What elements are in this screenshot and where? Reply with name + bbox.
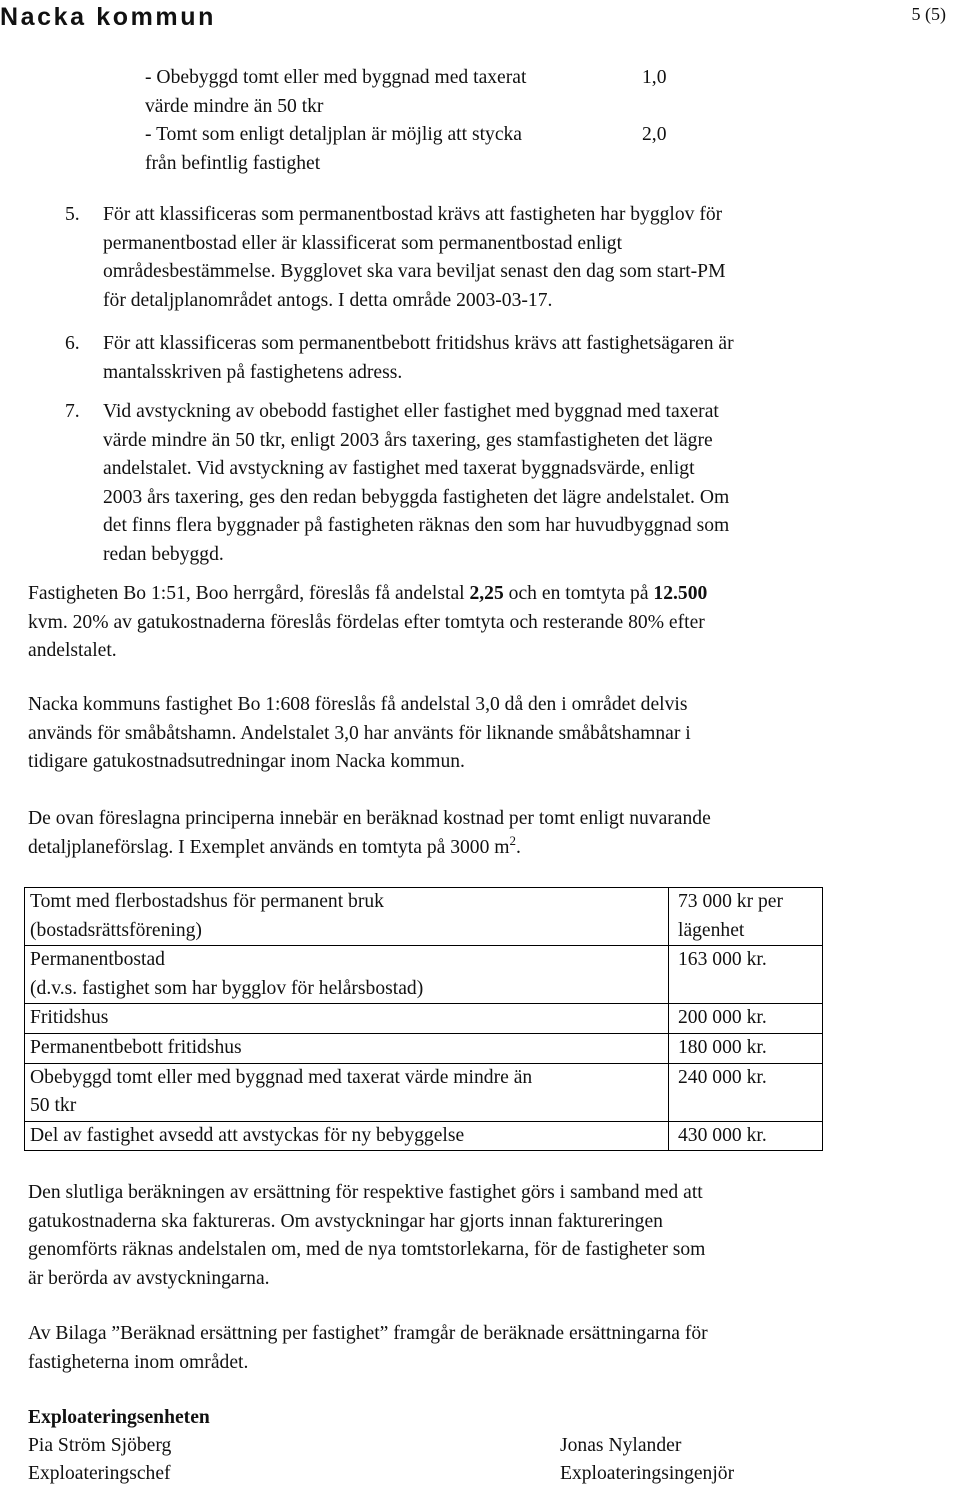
item-text: För att klassificeras som permanentbostad krävs att fastigheten har bygglov för permanentbostad eller är klassificerat som permanentbostad enligt områdesbestämmelse. Bygglovet ska vara beviljat senast den dag som start-PM för detaljplanområdet antogs. I detta område 2003-03-17. — [103, 204, 726, 311]
table-cell-type: Del av fastighet avsedd att avstyckas för ny bebyggelse — [25, 1121, 669, 1151]
table-row — [25, 946, 823, 1004]
paragraph-principles: De ovan föreslagna principerna innebär en beräknad kostnad per tomt enligt nuvarande detaljplaneförslag. I Exemplet används en tomtyta på 3000 $m^2$. — [28, 808, 711, 858]
paragraph-bo-1-608: Nacka kommuns fastighet Bo 1:608 föreslås få andelstal 3,0 då den i området delvis används för småbåtshamn. Andelstalet 3,0 har använts för liknande småbåtshamnar i tidigare gatukostnadsutredningar inom Nacka kommun. — [28, 694, 691, 773]
signature-unit: Exploateringsenheten — [28, 1407, 210, 1428]
cost-per-plot-table — [24, 887, 823, 1151]
table-cell-cost: 180 000 kr. — [669, 1033, 823, 1063]
paragraph-bo-1-51: Fastigheten Bo 1:51, Boo herrgård, föreslås få andelstal 2,25 och en tomtyta på 12.500 kvm. 20% av gatukostnaderna föreslås fördelas efter tomtyta och resterande 80% efter andelstalet. — [28, 583, 708, 662]
table-row — [25, 1063, 823, 1121]
item-number: 5. — [65, 204, 80, 225]
pre-list-value: 1,0 — [642, 67, 667, 88]
item-text: För att klassificeras som permanentbebott fritidshus krävs att fastighetsägaren är mantalsskriven på fastighetens adress. — [103, 333, 734, 383]
table-row — [25, 1033, 823, 1063]
table-cell-type: Permanentbostad (d.v.s. fastighet som har bygglov för helårsbostad) — [25, 946, 669, 1004]
organization-logo-text: Nacka kommun — [0, 3, 216, 31]
pre-list-item: - Obebyggd tomt eller med byggnad med taxerat värde mindre än 50 tkr — [145, 67, 527, 117]
paragraph-final-calculation: Den slutliga beräkningen av ersättning för respektive fastighet görs i samband med att gatukostnaderna ska faktureras. Om avstyckningar har gjorts innan faktureringen genomförts räknas andelstalen om, med de nya tomtstorlekarna, för de fastigheter som är berörda av avstyckningarna. — [28, 1182, 706, 1289]
pre-list-item: - Tomt som enligt detaljplan är möjlig att stycka från befintlig fastighet — [145, 124, 523, 174]
paragraph-bilaga: Av Bilaga ”Beräknad ersättning per fastighet” framgår de beräknade ersättningarna för fastigheterna inom området. — [28, 1323, 708, 1373]
item-text: Vid avstyckning av obebodd fastighet eller fastighet med byggnad med taxerat värde mindre än 50 tkr, enligt 2003 års taxering, ges stamfastigheten det lägre andelstalet. Vid avstyckning av fastighet med taxerat byggnadsvärde, enligt 2003 års taxering, ges den redan bebyggda fastigheten det lägre andelstalet. Om det finns flera byggnader på fastigheten räknas den som har huvudbyggnad som redan bebyggd. — [103, 401, 730, 565]
table-row — [25, 888, 823, 946]
table-cell-type: Tomt med flerbostadshus för permanent bruk (bostadsrättsförening) — [25, 888, 669, 946]
table-cell-cost: 163 000 kr. — [669, 946, 823, 1004]
table-row — [25, 1121, 823, 1151]
table-cell-cost: 430 000 kr. — [669, 1121, 823, 1151]
table-cell-cost: 73 000 kr per lägenhet — [669, 888, 823, 946]
table-cell-type: Obebyggd tomt eller med byggnad med taxerat värde mindre än 50 tkr — [25, 1063, 669, 1121]
item-number: 7. — [65, 401, 80, 422]
signature-title-2: Exploateringsingenjör — [560, 1463, 735, 1484]
table-cell-type: Fritidshus — [25, 1004, 669, 1034]
pre-list-value: 2,0 — [642, 124, 667, 145]
signature-name-2: Jonas Nylander — [560, 1435, 682, 1456]
table-row — [25, 1004, 823, 1034]
page-number: 5 (5) — [911, 4, 946, 24]
table-cell-cost: 240 000 kr. — [669, 1063, 823, 1121]
table-cell-type: Permanentbebott fritidshus — [25, 1033, 669, 1063]
signature-title-1: Exploateringschef — [28, 1463, 171, 1484]
item-number: 6. — [65, 333, 80, 354]
table-cell-cost: 200 000 kr. — [669, 1004, 823, 1034]
signature-name-1: Pia Ström Sjöberg — [28, 1435, 172, 1456]
